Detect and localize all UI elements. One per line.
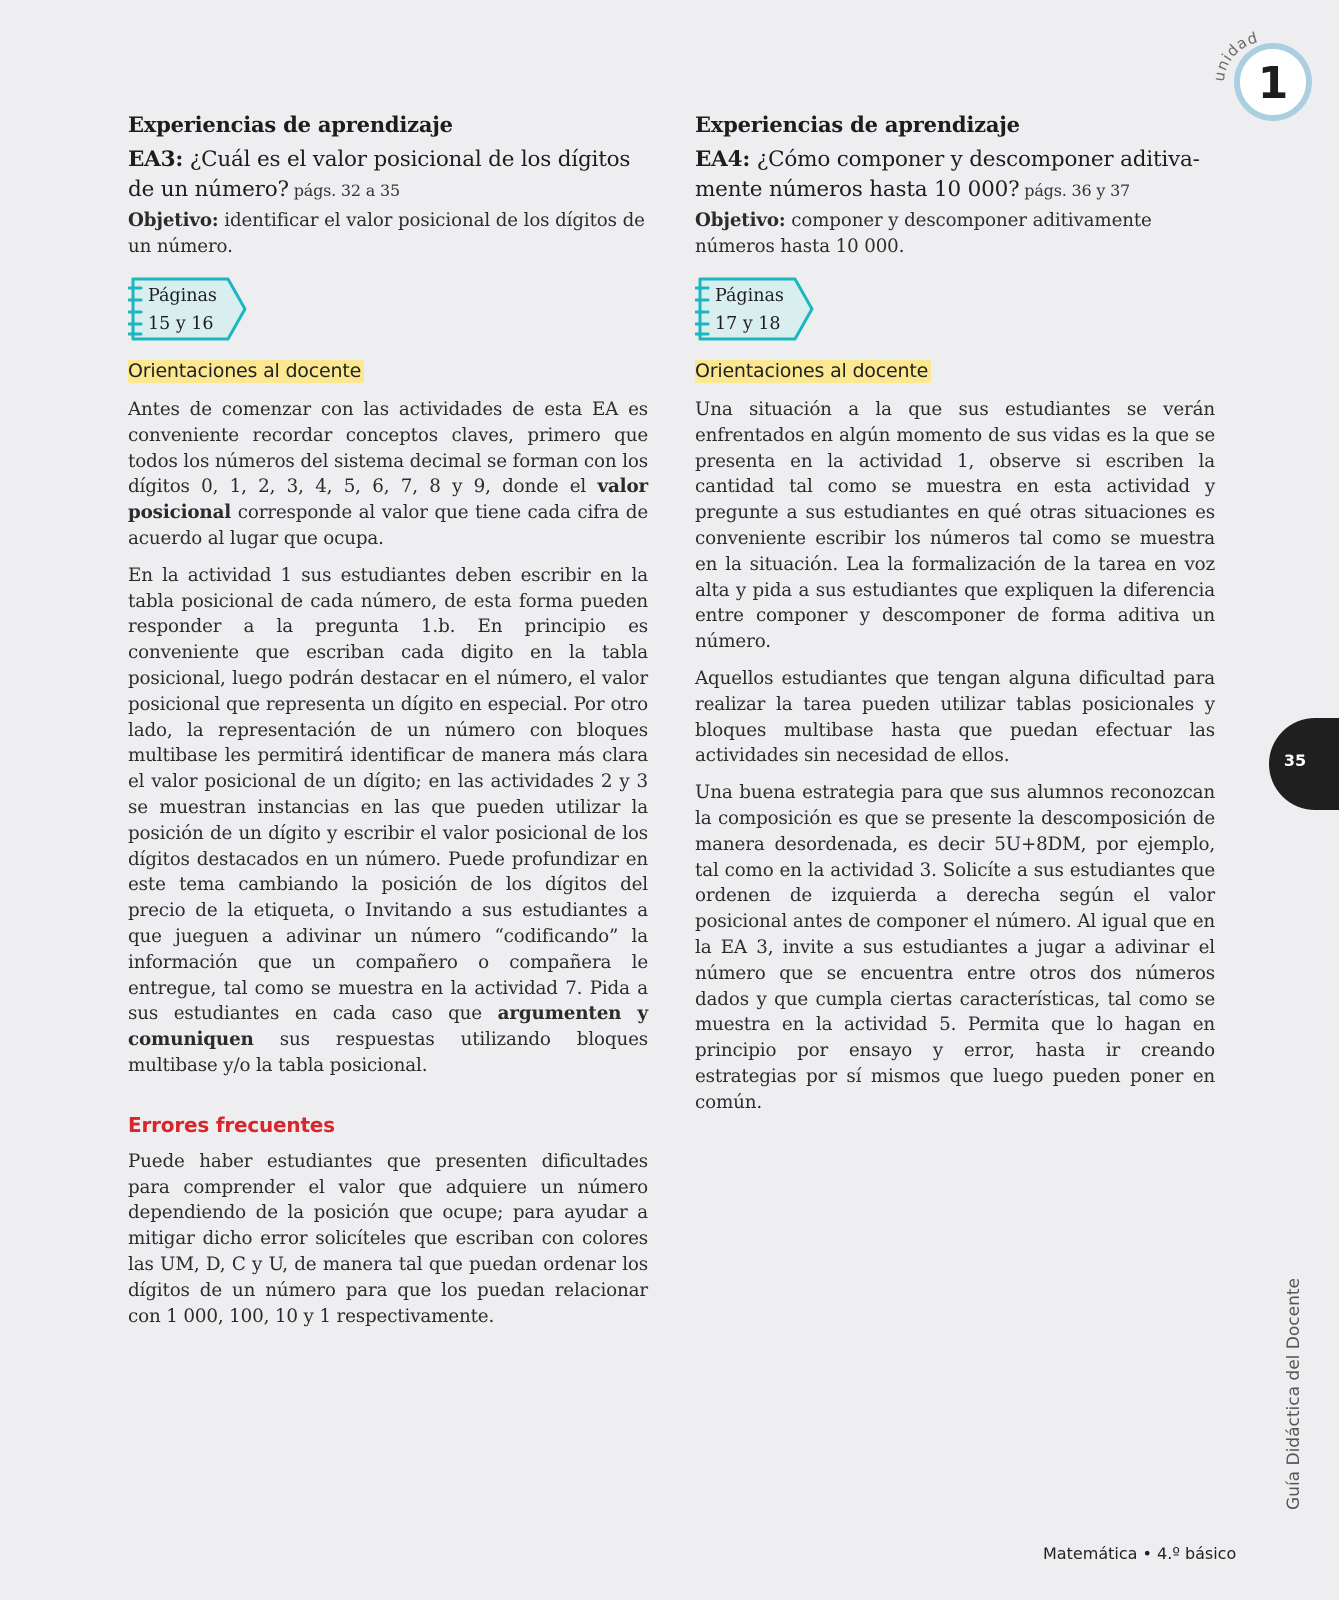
unit-label: unidad: [1210, 28, 1261, 83]
page-number-tab: [1269, 718, 1339, 810]
ea-title: [695, 145, 1215, 206]
paragraph-2: En la actividad 1 sus estudiantes deben escribir en la tabla posicional de cada número, de esta forma pueden responder a la pregunta 1.b. En principio es conveniente que escriban cada digito en la tabla posicional, luego podrán destacar en el número, el valor posicional que representa un dígito en especial. Por otro lado, la representación de un número con bloques multibase les permitirá identificar de manera más clara el valor posicional de un dígito; en las actividades 2 y 3 se muestran instancias en las que pueden utilizar la posición de un dígito y escribir el valor posicional de los dígitos destacados en un número. Puede profundizar en este tema cambiando la posición de los dígitos del precio de la etiqueta, o Invitando a sus estudiantes a que jueguen a adivinar un número “codificando” la información que un compañero o compañera le entregue, tal como se muestra en la actividad 7. Pida a sus estudiantes en cada caso que argumenten y comuniquen sus respuestas utilizando bloques multibase y/o la tabla posicional.: [128, 564, 649, 1076]
tag-pages: 15 y 16: [148, 314, 214, 334]
ea-title-line1: ¿Cuál es el valor posicional de los dígitos: [183, 147, 631, 172]
ea-title-line2: de un número?: [128, 177, 289, 202]
left-column: [128, 112, 648, 1340]
ea-code: EA4:: [695, 147, 751, 172]
objective-label: Objetivo:: [128, 210, 219, 231]
objective-text: componer y descomponer aditivamente números hasta 10 000.: [695, 210, 1152, 257]
unit-badge: [1210, 28, 1320, 128]
paragraph-1: Antes de comenzar con las actividades de esta EA es conveniente recordar conceptos claves, primero que todos los números del sistema decimal se forman con los dígitos 0, 1, 2, 3, 4, 5, 6, 7, 8 y 9, donde el valor posicional corresponde al valor que tiene cada cifra de acuerdo al lugar que ocupa.: [128, 399, 648, 549]
right-column: [695, 112, 1215, 1127]
unit-number: 1: [1257, 58, 1289, 109]
tag-pages: 17 y 18: [715, 314, 781, 334]
side-title: Guía Didáctica del Docente: [1284, 1278, 1304, 1510]
ea-title: [128, 145, 648, 206]
section-heading: Experiencias de aprendizaje: [128, 112, 453, 137]
objective: [695, 208, 1215, 260]
paragraph-3: Puede haber estudiantes que presenten dificultades para comprender el valor que adquiere un número dependiendo de la posición que ocupe; para ayudar a mitigar dicho error solicíteles que escriban con colores las UM, D, C y U, de manera tal que puedan ordenar los dígitos de un número para que los puedan relacionar con 1 000, 100, 10 y 1 respectivamente.: [128, 1150, 648, 1327]
objective: [128, 208, 648, 260]
pages-tag: [695, 276, 815, 342]
paragraph-3: Una buena estrategia para que sus alumnos reconozcan la composición es que se presente la descomposición de manera desordenada, es decir 5U+8DM, por ejemplo, tal como en la actividad 3. Solicíte a sus estudiantes que ordenen de izquierda a derecha según el valor posicional antes de componer el número. Al igual que en la EA 3, invite a sus estudiantes a jugar a adivinar el número que se encuentra entre otros dos números dados y que cumpla ciertas características, tal como se muestra en la actividad 5. Permita que lo hagan en principio por ensayo y error, hasta ir creando estrategias por sí mismos que luego pueden poner en común.: [695, 782, 1215, 1113]
ea-title-line1: ¿Cómo componer y descomponer aditiva-: [750, 147, 1200, 172]
objective-text: identificar el valor posicional de los dígitos de un número.: [128, 210, 645, 257]
ea-code: EA3:: [128, 147, 184, 172]
section-heading: Experiencias de aprendizaje: [695, 112, 1020, 137]
tag-label: Páginas: [148, 286, 217, 306]
pages-tag: [128, 276, 248, 342]
ea-pages: págs. 36 y 37: [1019, 181, 1131, 200]
errors-heading: Errores frecuentes: [128, 1112, 335, 1137]
paragraph-2: Aquellos estudiantes que tengan alguna dificultad para realizar la tarea pueden utilizar tablas posicionales y bloques multibase hasta que puedan efectuar las actividades sin necesidad de ellos.: [695, 667, 1215, 767]
orientations-heading: Orientaciones al docente: [695, 360, 931, 383]
orientations-heading: Orientaciones al docente: [128, 360, 364, 383]
objective-label: Objetivo:: [695, 210, 786, 231]
ea-title-line2: mente números hasta 10 000?: [695, 177, 1020, 202]
ea-pages: págs. 32 a 35: [288, 181, 400, 200]
paragraph-1: Una situación a la que sus estudiantes se verán enfrentados en algún momento de sus vidas es la que se presenta en la actividad 1, observe si escriben la cantidad tal como se muestra en esta actividad y pregunte a sus estudiantes en qué otras situaciones es conveniente escribir los números tal como se muestra en la situación. Lea la formalización de la tarea en voz alta y pida a sus estudiantes que expliquen la diferencia entre componer y descomponer de forma aditiva un número.: [695, 399, 1215, 653]
page-number: 35: [1283, 751, 1307, 770]
tag-label: Páginas: [715, 286, 784, 306]
footer: Matemática • 4.º básico: [1043, 1544, 1237, 1563]
